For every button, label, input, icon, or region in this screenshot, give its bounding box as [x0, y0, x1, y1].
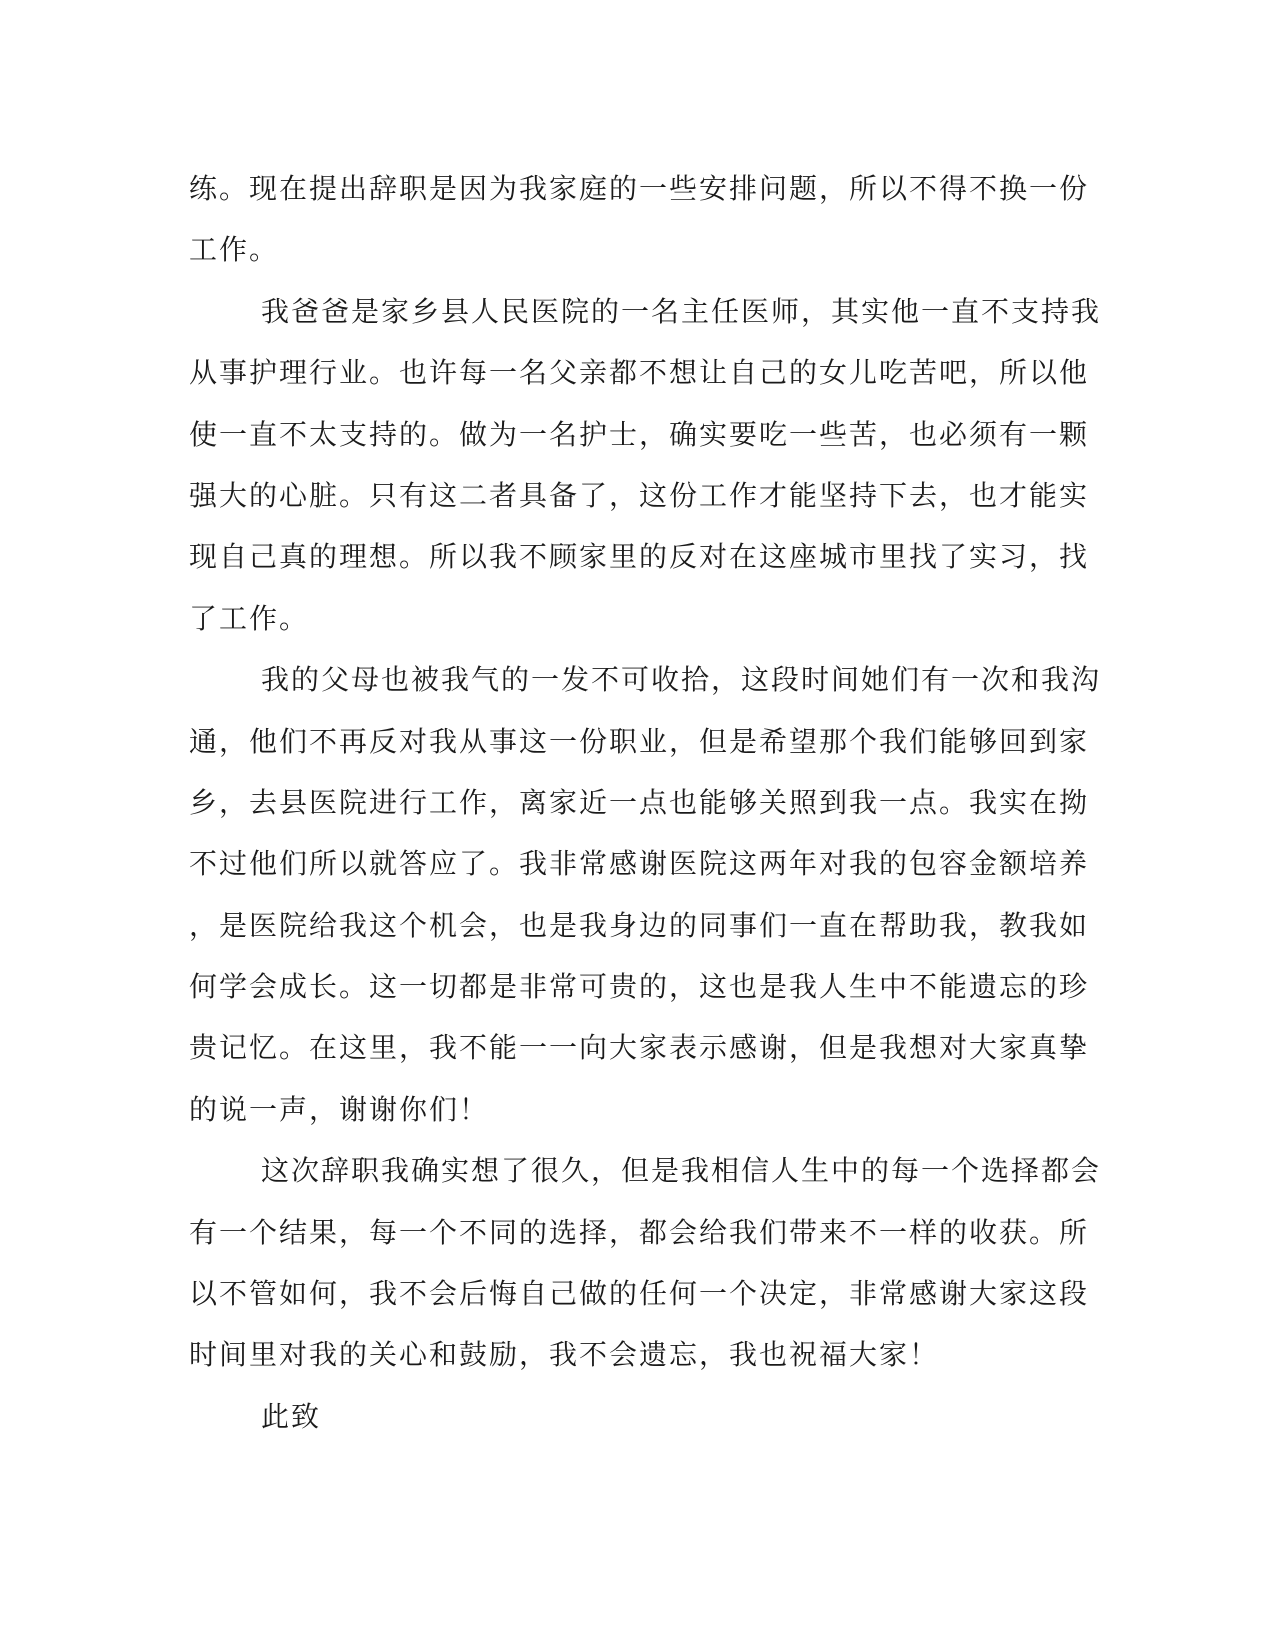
text-line: 了工作。 [189, 601, 310, 635]
text-line: 现自己真的理想。所以我不顾家里的反对在这座城市里找了实习，找 [189, 540, 1090, 574]
letter-body [189, 158, 1102, 1447]
text-line: 贵记忆。在这里，我不能一一向大家表示感谢，但是我想对大家真挚 [189, 1031, 1090, 1065]
paragraph-start-line: 我的父母也被我气的一发不可收拾，这段时间她们有一次和我沟 [261, 663, 1102, 697]
text-line: 何学会成长。这一切都是非常可贵的，这也是我人生中不能遗忘的珍 [189, 970, 1090, 1004]
text-line: 以不管如何，我不会后悔自己做的任何一个决定，非常感谢大家这段 [189, 1277, 1090, 1311]
paragraph-start-line: 我爸爸是家乡县人民医院的一名主任医师，其实他一直不支持我 [261, 294, 1102, 328]
paragraph-start-line: 这次辞职我确实想了很久，但是我相信人生中的每一个选择都会 [261, 1154, 1102, 1188]
text-line: 练。现在提出辞职是因为我家庭的一些安排问题，所以不得不换一份 [189, 172, 1090, 205]
text-line: 工作。 [189, 233, 280, 267]
text-line: 乡，去县医院进行工作，离家近一点也能够关照到我一点。我实在拗 [189, 785, 1090, 819]
text-line: ，是医院给我这个机会，也是我身边的同事们一直在帮助我，教我如 [189, 908, 1090, 942]
closing-salutation: 此致 [261, 1399, 322, 1433]
text-line: 有一个结果，每一个不同的选择，都会给我们带来不一样的收获。所 [189, 1215, 1090, 1249]
text-line: 从事护理行业。也许每一名父亲都不想让自己的女儿吃苦吧，所以他 [189, 356, 1090, 390]
text-line: 不过他们所以就答应了。我非常感谢医院这两年对我的包容金额培养 [189, 847, 1090, 881]
text-line: 使一直不太支持的。做为一名护士，确实要吃一些苦，也必须有一颗 [189, 417, 1090, 451]
text-line: 通，他们不再反对我从事这一份职业，但是希望那个我们能够回到家 [189, 724, 1090, 758]
text-line: 时间里对我的关心和鼓励，我不会遗忘，我也祝福大家！ [189, 1338, 940, 1372]
text-line: 的说一声，谢谢你们！ [189, 1092, 490, 1126]
text-line: 强大的心脏。只有这二者具备了，这份工作才能坚持下去，也才能实 [189, 478, 1090, 512]
